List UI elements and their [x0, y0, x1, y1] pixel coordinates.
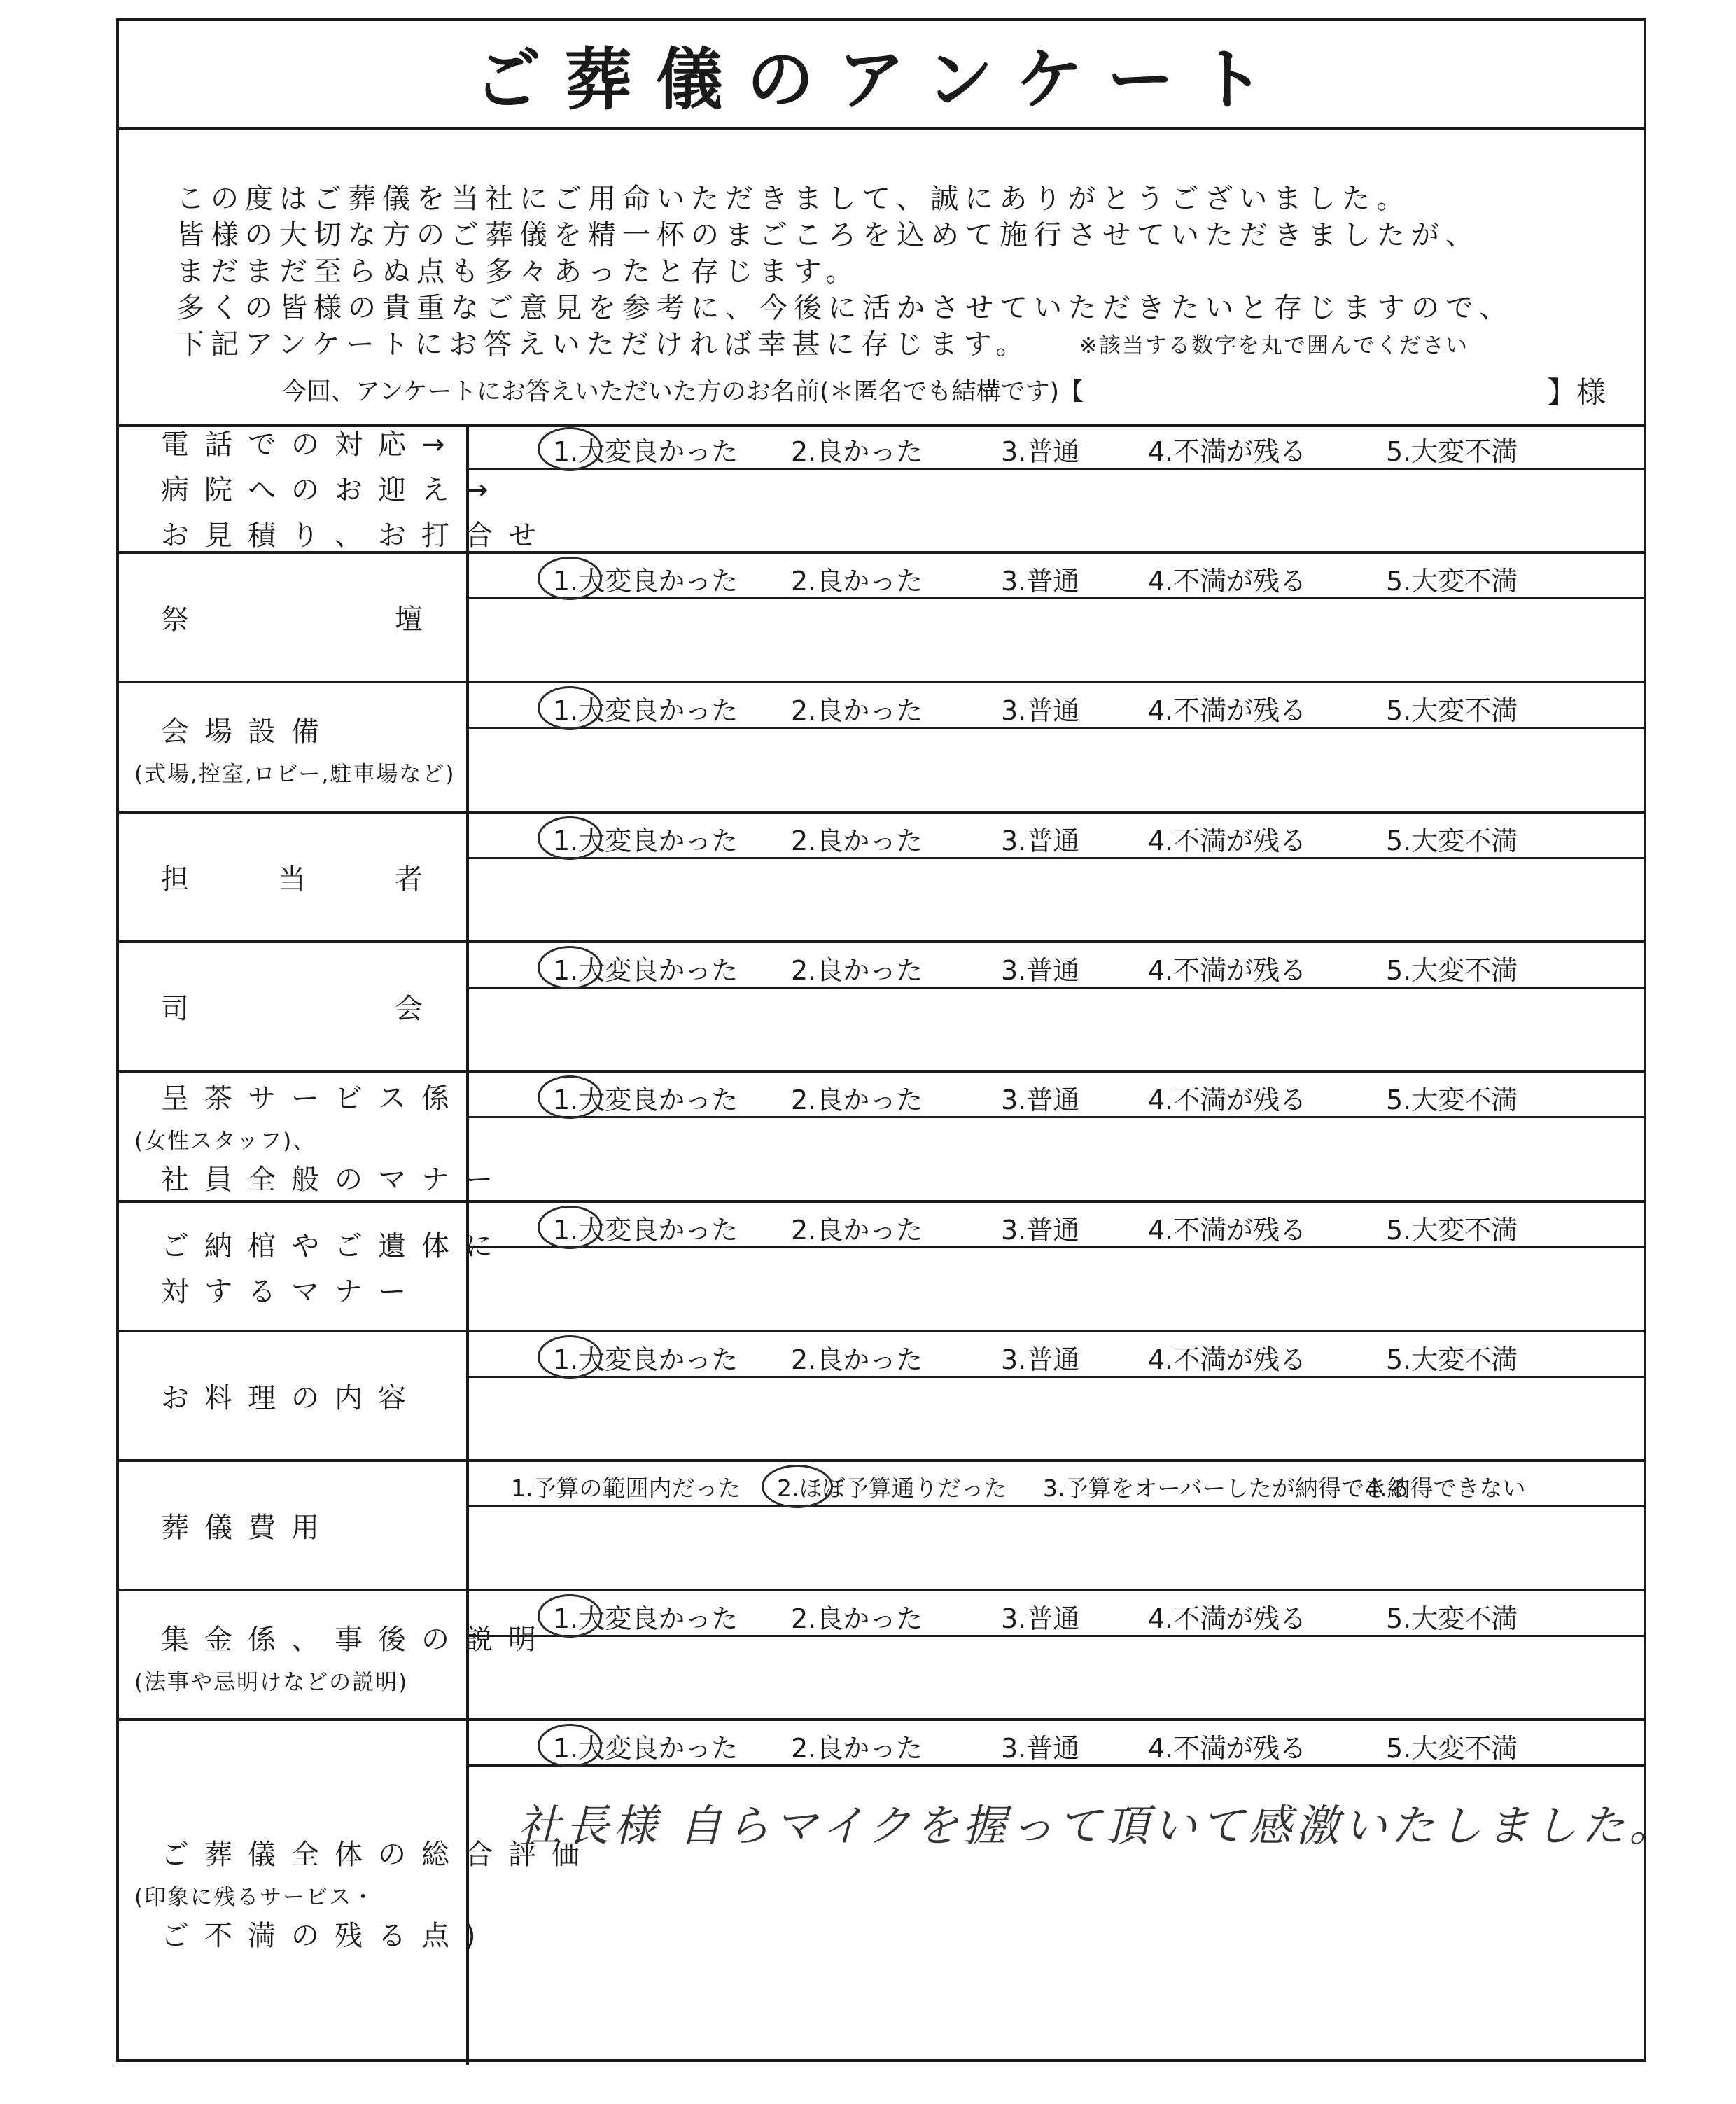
row-label-line: ご葬儀全体の総合評価 [161, 1839, 595, 1871]
survey-row [119, 554, 1644, 683]
answer-options [469, 1073, 1644, 1118]
selected-circle [762, 1465, 833, 1508]
answer-option[interactable]: 1.大変良かった [553, 695, 738, 726]
title-box [119, 21, 1644, 130]
selected-circle [538, 1075, 602, 1119]
survey-row [119, 943, 1644, 1073]
row-label [119, 1462, 469, 1589]
answer-option[interactable]: 1.大変良かった [553, 1085, 738, 1115]
answer-option[interactable]: 4.不満が残る [1148, 566, 1307, 597]
row-label-line: お料理の内容 [161, 1382, 421, 1414]
row-label-char: 壇 [395, 604, 423, 636]
row-label-char: 司 [161, 993, 189, 1025]
answer-options [469, 943, 1644, 989]
answer-option[interactable]: 3.普通 [1001, 1344, 1080, 1375]
answer-option[interactable]: 4.不満が残る [1148, 825, 1307, 856]
survey-row [119, 424, 1644, 554]
selected-circle [538, 946, 602, 989]
page-title: ご葬儀のアンケート [473, 40, 1289, 119]
answer-option[interactable]: 3.普通 [1001, 1733, 1080, 1764]
answer-option[interactable]: 1.大変良かった [553, 1733, 738, 1764]
answer-options [469, 1332, 1644, 1378]
row-label-char: 当 [278, 863, 306, 896]
answer-option[interactable]: 5.大変不満 [1386, 1344, 1518, 1375]
answer-option[interactable]: 4.不満が残る [1148, 436, 1307, 467]
row-label [119, 1203, 508, 1330]
answer-option[interactable]: 2.ほぼ予算通りだった [777, 1475, 1007, 1502]
row-label-line: 病院へのお迎え→ [161, 474, 504, 506]
answer-option[interactable]: 5.大変不満 [1386, 566, 1518, 597]
answer-option[interactable]: 2.良かった [791, 1085, 923, 1115]
answer-option[interactable]: 3.普通 [1001, 695, 1080, 726]
survey-row [119, 683, 1644, 814]
answer-option[interactable]: 2.良かった [791, 955, 923, 986]
answer-option[interactable]: 2.良かった [791, 825, 923, 856]
survey-row [119, 1721, 1677, 2065]
selected-circle [538, 427, 602, 471]
answer-options [469, 1591, 1644, 1637]
answer-options [469, 424, 1644, 470]
row-label-line: 呈茶サービス係 [161, 1082, 465, 1115]
row-label-line: 社員全般のマナー [161, 1163, 508, 1196]
intro-line: 皆様の大切な方のご葬儀を精一杯のまごころを込めて施行させていただきましたが、 [176, 219, 1480, 251]
answer-option[interactable]: 2.良かった [791, 1344, 923, 1375]
answer-option[interactable]: 1.大変良かった [553, 436, 738, 467]
row-label-char: 祭 [161, 604, 189, 636]
row-label-line [119, 597, 466, 637]
answer-option[interactable]: 5.大変不満 [1386, 695, 1518, 726]
answer-option[interactable]: 3.予算をオーバーしたが納得できる [1043, 1475, 1410, 1502]
answer-option[interactable]: 5.大変不満 [1386, 1085, 1518, 1115]
answer-option[interactable]: 3.普通 [1001, 825, 1080, 856]
survey-row [119, 1073, 1644, 1203]
answer-option[interactable]: 3.普通 [1001, 1603, 1080, 1634]
answer-option[interactable]: 1.予算の範囲内だった [511, 1475, 741, 1502]
answer-option[interactable]: 1.大変良かった [553, 1215, 738, 1246]
row-label-char: 者 [395, 863, 423, 896]
answer-option[interactable]: 2.良かった [791, 1733, 923, 1764]
selected-circle [538, 1724, 602, 1767]
answer-option[interactable]: 5.大変不満 [1386, 1215, 1518, 1246]
intro-section [119, 127, 1644, 427]
answer-option[interactable]: 1.大変良かった [553, 1344, 738, 1375]
answer-options [469, 1462, 1644, 1507]
row-label-line: (女性スタッフ)、 [134, 1128, 316, 1154]
row-label [119, 1721, 595, 2065]
answer-option[interactable]: 3.普通 [1001, 436, 1080, 467]
survey-row [119, 1591, 1644, 1721]
row-label [119, 1073, 508, 1200]
instruction-note: ※該当する数字を丸で囲んでください [1079, 333, 1469, 358]
selected-circle [538, 816, 602, 860]
row-label-line: (法事や忌明けなどの説明) [134, 1669, 409, 1695]
answer-option[interactable]: 4.不満が残る [1148, 955, 1307, 986]
answer-option[interactable]: 4.不満が残る [1148, 1733, 1307, 1764]
row-label-line: ご不満の残る点) [161, 1920, 491, 1952]
survey-form [116, 18, 1677, 2062]
row-label [119, 943, 469, 1070]
row-label [119, 554, 469, 681]
selected-circle [538, 557, 602, 600]
row-label [119, 424, 552, 552]
survey-row [119, 1462, 1644, 1591]
answer-option[interactable]: 3.普通 [1001, 566, 1080, 597]
answer-option[interactable]: 3.普通 [1001, 1215, 1080, 1246]
row-label [119, 1332, 469, 1459]
row-label-line: (式場,控室,ロビー,駐車場など) [134, 762, 456, 787]
intro-line: まだまだ至らぬ点も多々あったと存じます。 [176, 256, 860, 288]
row-label-line: (印象に残るサービス・ [134, 1885, 376, 1910]
answer-option[interactable]: 5.大変不満 [1386, 1733, 1518, 1764]
row-label [119, 683, 469, 811]
answer-option[interactable]: 1.大変良かった [553, 566, 738, 597]
survey-row [119, 1203, 1644, 1332]
answer-option[interactable]: 4.不満が残る [1148, 1085, 1307, 1115]
answer-options [469, 683, 1644, 729]
answer-option[interactable]: 2.良かった [791, 436, 923, 467]
answer-option[interactable]: 4.不満が残る [1148, 1215, 1307, 1246]
survey-row [119, 814, 1644, 943]
row-label-line [119, 857, 466, 897]
answer-option[interactable]: 4.不満が残る [1148, 1344, 1307, 1375]
row-label-line: 会場設備 [161, 716, 335, 748]
row-label-line: 電話での対応→ [161, 429, 461, 461]
answer-option[interactable]: 2.良かった [791, 1215, 923, 1246]
row-label-line: 集金係、事後の説明 [161, 1623, 552, 1656]
selected-circle [538, 1594, 602, 1638]
intro-line: 多くの皆様の貴重なご意見を参考に、今後に活かさせていただきたいと存じますので、 [176, 292, 1514, 324]
answer-option[interactable]: 5.大変不満 [1386, 825, 1518, 856]
answer-option[interactable]: 4.不満が残る [1148, 1603, 1307, 1634]
selected-circle [538, 1206, 602, 1249]
answer-options [469, 554, 1644, 599]
answer-option[interactable]: 1.大変良かった [553, 825, 738, 856]
selected-circle [538, 686, 602, 730]
row-label-line: 葬儀費用 [161, 1512, 335, 1544]
answer-options [469, 814, 1644, 859]
answer-option[interactable]: 2.良かった [791, 1603, 923, 1634]
selected-circle [538, 1335, 602, 1379]
row-label [119, 1591, 552, 1718]
intro-line: 下記アンケートにお答えいただければ幸甚に存じます。 [176, 328, 1030, 361]
answer-options [469, 1203, 1644, 1248]
name-suffix: 】様 [1547, 375, 1606, 410]
answer-option[interactable]: 5.大変不満 [1386, 1603, 1518, 1634]
row-label-line: ご納棺やご遺体に [161, 1229, 508, 1262]
row-label-line [119, 987, 466, 1026]
answer-option[interactable]: 1.大変良かった [553, 1603, 738, 1634]
answer-option[interactable]: 2.良かった [791, 566, 923, 597]
answer-option[interactable]: 4.不満が残る [1148, 695, 1307, 726]
intro-line: この度はご葬儀を当社にご用命いただきまして、誠にありがとうございました。 [176, 183, 1411, 215]
answer-option[interactable]: 5.大変不満 [1386, 955, 1518, 986]
answer-option[interactable]: 5.大変不満 [1386, 436, 1518, 467]
row-label [119, 814, 469, 940]
row-label-char: 会 [395, 993, 423, 1025]
answer-option[interactable]: 2.良かった [791, 695, 923, 726]
name-prompt: 今回、アンケートにお答えいただいた方のお名前(＊匿名でも結構です)【 [282, 378, 1084, 406]
answer-option[interactable]: 4.納得できない [1365, 1475, 1526, 1502]
answer-option[interactable]: 1.大変良かった [553, 955, 738, 986]
answer-option[interactable]: 3.普通 [1001, 1085, 1080, 1115]
handwritten-comment: 社長様 自らマイクを握って頂いて感激いたしました。 [518, 1800, 1677, 1851]
answer-options [469, 1721, 1644, 1767]
row-label-line: お見積り、お打合せ [161, 520, 552, 552]
row-label-char: 担 [161, 863, 189, 896]
survey-row [119, 1332, 1644, 1462]
row-label-line: 対するマナー [161, 1275, 421, 1308]
answer-option[interactable]: 3.普通 [1001, 955, 1080, 986]
